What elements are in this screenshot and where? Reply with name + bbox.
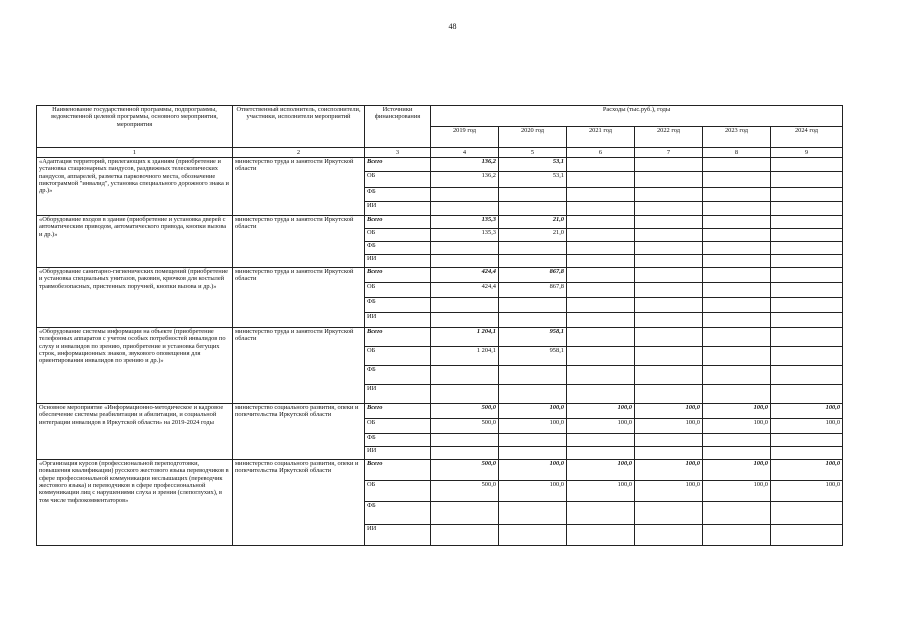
expense-value: 500,0 <box>431 404 499 419</box>
expense-value: 100,0 <box>771 460 843 481</box>
expense-value: 100,0 <box>567 460 635 481</box>
expense-value <box>431 202 499 216</box>
expense-value <box>431 242 499 255</box>
funding-source: ОБ <box>365 283 431 298</box>
expense-value <box>567 188 635 202</box>
expense-value <box>499 188 567 202</box>
expense-value <box>703 434 771 447</box>
expense-value <box>635 502 703 525</box>
expense-value: 100,0 <box>499 419 567 434</box>
funding-source: ИИ <box>365 313 431 328</box>
expense-value: 100,0 <box>567 404 635 419</box>
expense-value: 500,0 <box>431 481 499 502</box>
funding-source: ФБ <box>365 298 431 313</box>
expense-value <box>703 172 771 188</box>
expense-value: 867,8 <box>499 268 567 283</box>
expense-value <box>771 313 843 328</box>
funding-source: ФБ <box>365 502 431 525</box>
expense-value: 100,0 <box>499 481 567 502</box>
funding-source: Всего <box>365 404 431 419</box>
expense-value: 135,3 <box>431 229 499 242</box>
expense-value <box>703 502 771 525</box>
expense-value: 500,0 <box>431 460 499 481</box>
expense-value <box>771 202 843 216</box>
funding-source: ОБ <box>365 172 431 188</box>
expense-value <box>567 268 635 283</box>
expense-value <box>635 525 703 546</box>
expense-value: 136,2 <box>431 158 499 172</box>
expense-value <box>771 525 843 546</box>
expense-value <box>635 434 703 447</box>
table-row <box>37 328 843 347</box>
expense-value <box>703 328 771 347</box>
expense-value <box>703 255 771 268</box>
funding-source: Всего <box>365 216 431 229</box>
expense-value <box>703 202 771 216</box>
funding-source: ИИ <box>365 385 431 404</box>
expense-value: 100,0 <box>771 481 843 502</box>
expense-value <box>635 202 703 216</box>
expense-value <box>499 313 567 328</box>
expense-value <box>431 525 499 546</box>
expense-value <box>431 434 499 447</box>
expense-value <box>703 366 771 385</box>
expense-value <box>703 216 771 229</box>
expense-value <box>499 447 567 460</box>
column-number: 1 <box>37 148 233 158</box>
funding-source: Всего <box>365 460 431 481</box>
expense-value <box>431 255 499 268</box>
funding-source: ИИ <box>365 202 431 216</box>
expense-value: 21,0 <box>499 229 567 242</box>
header-year: 2024 год <box>771 127 843 148</box>
expense-value <box>635 188 703 202</box>
expense-value <box>431 502 499 525</box>
expense-value: 100,0 <box>635 404 703 419</box>
expense-value <box>567 313 635 328</box>
responsible-executor: министерство социального развития, опеки и попечительства Иркутской области <box>233 460 365 546</box>
table-row <box>37 268 843 283</box>
expense-value <box>635 347 703 366</box>
header-program: Наименование государственной программы, подпрограммы, ведомственной целевой программы, основного мероприятия, мероприятия <box>37 106 233 148</box>
expense-value <box>635 242 703 255</box>
expense-value <box>567 502 635 525</box>
expense-value <box>567 158 635 172</box>
expense-value: 958,1 <box>499 347 567 366</box>
expense-value <box>567 298 635 313</box>
expense-value <box>567 229 635 242</box>
expense-value <box>635 268 703 283</box>
expense-value <box>567 216 635 229</box>
expense-value <box>567 242 635 255</box>
expense-value <box>635 283 703 298</box>
column-number: 4 <box>431 148 499 158</box>
expense-value <box>771 385 843 404</box>
budget-table <box>36 105 843 546</box>
expense-value <box>771 216 843 229</box>
expense-value <box>567 434 635 447</box>
header-year: 2023 год <box>703 127 771 148</box>
expense-value <box>499 242 567 255</box>
responsible-executor: министерство труда и занятости Иркутской области <box>233 158 365 216</box>
expense-value <box>567 202 635 216</box>
expense-value <box>431 366 499 385</box>
table-row <box>37 158 843 172</box>
funding-source: Всего <box>365 328 431 347</box>
expense-value <box>703 268 771 283</box>
expense-value <box>567 385 635 404</box>
funding-source: ОБ <box>365 229 431 242</box>
column-number: 5 <box>499 148 567 158</box>
responsible-executor: министерство социального развития, опеки и попечительства Иркутской области <box>233 404 365 460</box>
funding-source: Всего <box>365 268 431 283</box>
expense-value <box>635 447 703 460</box>
expense-value: 424,4 <box>431 283 499 298</box>
expense-value <box>771 255 843 268</box>
header-year: 2019 год <box>431 127 499 148</box>
header-year: 2020 год <box>499 127 567 148</box>
expense-value <box>635 313 703 328</box>
header-sources: Источники финансирования <box>365 106 431 148</box>
expense-value <box>499 202 567 216</box>
expense-value <box>703 229 771 242</box>
expense-value: 100,0 <box>703 460 771 481</box>
expense-value <box>431 188 499 202</box>
expense-value <box>771 502 843 525</box>
expense-value <box>771 447 843 460</box>
expense-value: 100,0 <box>499 404 567 419</box>
page-number: 48 <box>448 22 457 31</box>
expense-value <box>703 283 771 298</box>
expense-value: 100,0 <box>703 419 771 434</box>
expense-value: 100,0 <box>771 419 843 434</box>
expense-value <box>771 298 843 313</box>
expense-value: 100,0 <box>703 481 771 502</box>
expense-value <box>431 298 499 313</box>
expense-value <box>703 242 771 255</box>
header-expenses: Расходы (тыс.руб.), годы <box>431 106 843 127</box>
expense-value <box>499 502 567 525</box>
expense-value <box>635 158 703 172</box>
expense-value <box>567 347 635 366</box>
responsible-executor: министерство труда и занятости Иркутской области <box>233 268 365 328</box>
funding-source: Всего <box>365 158 431 172</box>
measure-description: «Адаптация территорий, прилегающих к зданиям (приобретение и установка стационарных пандусов, раздвижных телескопических пандусов, аппарелей, разметка парковочного места, обозначение пиктограммой "инвалид", установка специального дорожного знака и др.)» <box>37 158 233 216</box>
measure-description: «Оборудование санитарно-гигиенических помещений (приобретение и установка специальных унитазов, раковин, крючков для костылей травмобезопасных, пристенных поручней, кнопки вызова и др.)» <box>37 268 233 328</box>
expense-value <box>703 298 771 313</box>
expense-value <box>431 447 499 460</box>
expense-value <box>635 298 703 313</box>
expense-value <box>771 283 843 298</box>
expense-value: 136,2 <box>431 172 499 188</box>
funding-source: ИИ <box>365 255 431 268</box>
column-number: 2 <box>233 148 365 158</box>
column-number: 8 <box>703 148 771 158</box>
table-row <box>37 460 843 481</box>
expense-value <box>703 385 771 404</box>
expense-value: 867,8 <box>499 283 567 298</box>
funding-source: ФБ <box>365 242 431 255</box>
expense-value <box>499 525 567 546</box>
expense-value <box>771 172 843 188</box>
expense-value <box>771 188 843 202</box>
funding-source: ФБ <box>365 188 431 202</box>
expense-value: 100,0 <box>567 419 635 434</box>
funding-source: ОБ <box>365 481 431 502</box>
expense-value <box>567 172 635 188</box>
expense-value <box>499 366 567 385</box>
funding-source: ИИ <box>365 525 431 546</box>
expense-value: 958,1 <box>499 328 567 347</box>
expense-value <box>703 347 771 366</box>
expense-value: 100,0 <box>635 460 703 481</box>
expense-value <box>771 268 843 283</box>
expense-value <box>567 283 635 298</box>
responsible-executor: министерство труда и занятости Иркутской области <box>233 328 365 404</box>
expense-value <box>431 313 499 328</box>
measure-description: Основное мероприятие «Информационно-методическое и кадровое обеспечение системы реабилитации и абилитации, и социальной интеграции инвалидов в Иркутской области» на 2019-2024 годы <box>37 404 233 460</box>
expense-value <box>771 328 843 347</box>
expense-value <box>635 328 703 347</box>
expense-value <box>771 434 843 447</box>
measure-description: «Организация курсов (профессиональной переподготовки, повышения квалификации) русского жестового языка переводчиков в сфере профессиональной коммуникации неслышащих (переводчик жестового языка) и переводчиков в сфере профессиональной коммуникации лиц с нарушениями слуха и зрения (слепоглухих), в том числе тифлокомментаторов» <box>37 460 233 546</box>
expense-value <box>567 328 635 347</box>
expense-value: 53,1 <box>499 158 567 172</box>
funding-source: ОБ <box>365 347 431 366</box>
expense-value <box>703 188 771 202</box>
table-row <box>37 404 843 419</box>
expense-value <box>567 366 635 385</box>
expense-value: 21,0 <box>499 216 567 229</box>
header-year: 2022 год <box>635 127 703 148</box>
expense-value <box>635 385 703 404</box>
expense-value <box>635 255 703 268</box>
expense-value <box>567 447 635 460</box>
measure-description: «Оборудование входов в здание (приобретение и установка дверей с автоматическим приводом, автоматического привода, кнопки вызова и др.)» <box>37 216 233 268</box>
expense-value <box>771 158 843 172</box>
funding-source: ОБ <box>365 419 431 434</box>
header-responsible: Ответственный исполнитель, соисполнители, участники, исполнители мероприятий <box>233 106 365 148</box>
expense-value: 100,0 <box>567 481 635 502</box>
expense-value <box>499 434 567 447</box>
expense-value <box>635 172 703 188</box>
column-number: 9 <box>771 148 843 158</box>
expense-value <box>771 366 843 385</box>
expense-value: 100,0 <box>703 404 771 419</box>
expense-value <box>703 525 771 546</box>
expense-value <box>635 229 703 242</box>
column-number-row <box>37 148 843 158</box>
table-body <box>37 158 843 546</box>
expense-value <box>567 255 635 268</box>
expense-value <box>771 347 843 366</box>
expense-value <box>703 158 771 172</box>
responsible-executor: министерство труда и занятости Иркутской области <box>233 216 365 268</box>
measure-description: «Оборудование системы информации на объекте (приобретение телефонных аппаратов с учетом особых потребностей инвалидов по слуху и инвалидов по зрению, приобретение и установка бегущих строк, информационных знаков, звукового оповещения для ориентирования инвалидов по зрению и др.)» <box>37 328 233 404</box>
expense-value <box>703 313 771 328</box>
column-number: 6 <box>567 148 635 158</box>
expense-value: 424,4 <box>431 268 499 283</box>
expense-value: 100,0 <box>635 481 703 502</box>
expense-value <box>567 525 635 546</box>
header-year: 2021 год <box>567 127 635 148</box>
funding-source: ФБ <box>365 366 431 385</box>
expense-value: 100,0 <box>635 419 703 434</box>
table-row <box>37 216 843 229</box>
column-number: 3 <box>365 148 431 158</box>
expense-value <box>431 385 499 404</box>
expense-value <box>499 298 567 313</box>
expense-value <box>635 366 703 385</box>
expense-value: 135,3 <box>431 216 499 229</box>
expense-value <box>771 242 843 255</box>
expense-value: 100,0 <box>771 404 843 419</box>
column-number: 7 <box>635 148 703 158</box>
expense-value: 500,0 <box>431 419 499 434</box>
expense-value <box>703 447 771 460</box>
funding-source: ИИ <box>365 447 431 460</box>
expense-value <box>499 385 567 404</box>
expense-value <box>635 216 703 229</box>
expense-value: 1 204,1 <box>431 328 499 347</box>
header-row <box>37 106 843 127</box>
expense-value <box>771 229 843 242</box>
expense-value: 100,0 <box>499 460 567 481</box>
funding-source: ФБ <box>365 434 431 447</box>
expense-value <box>499 255 567 268</box>
expense-value: 1 204,1 <box>431 347 499 366</box>
expense-value: 53,1 <box>499 172 567 188</box>
